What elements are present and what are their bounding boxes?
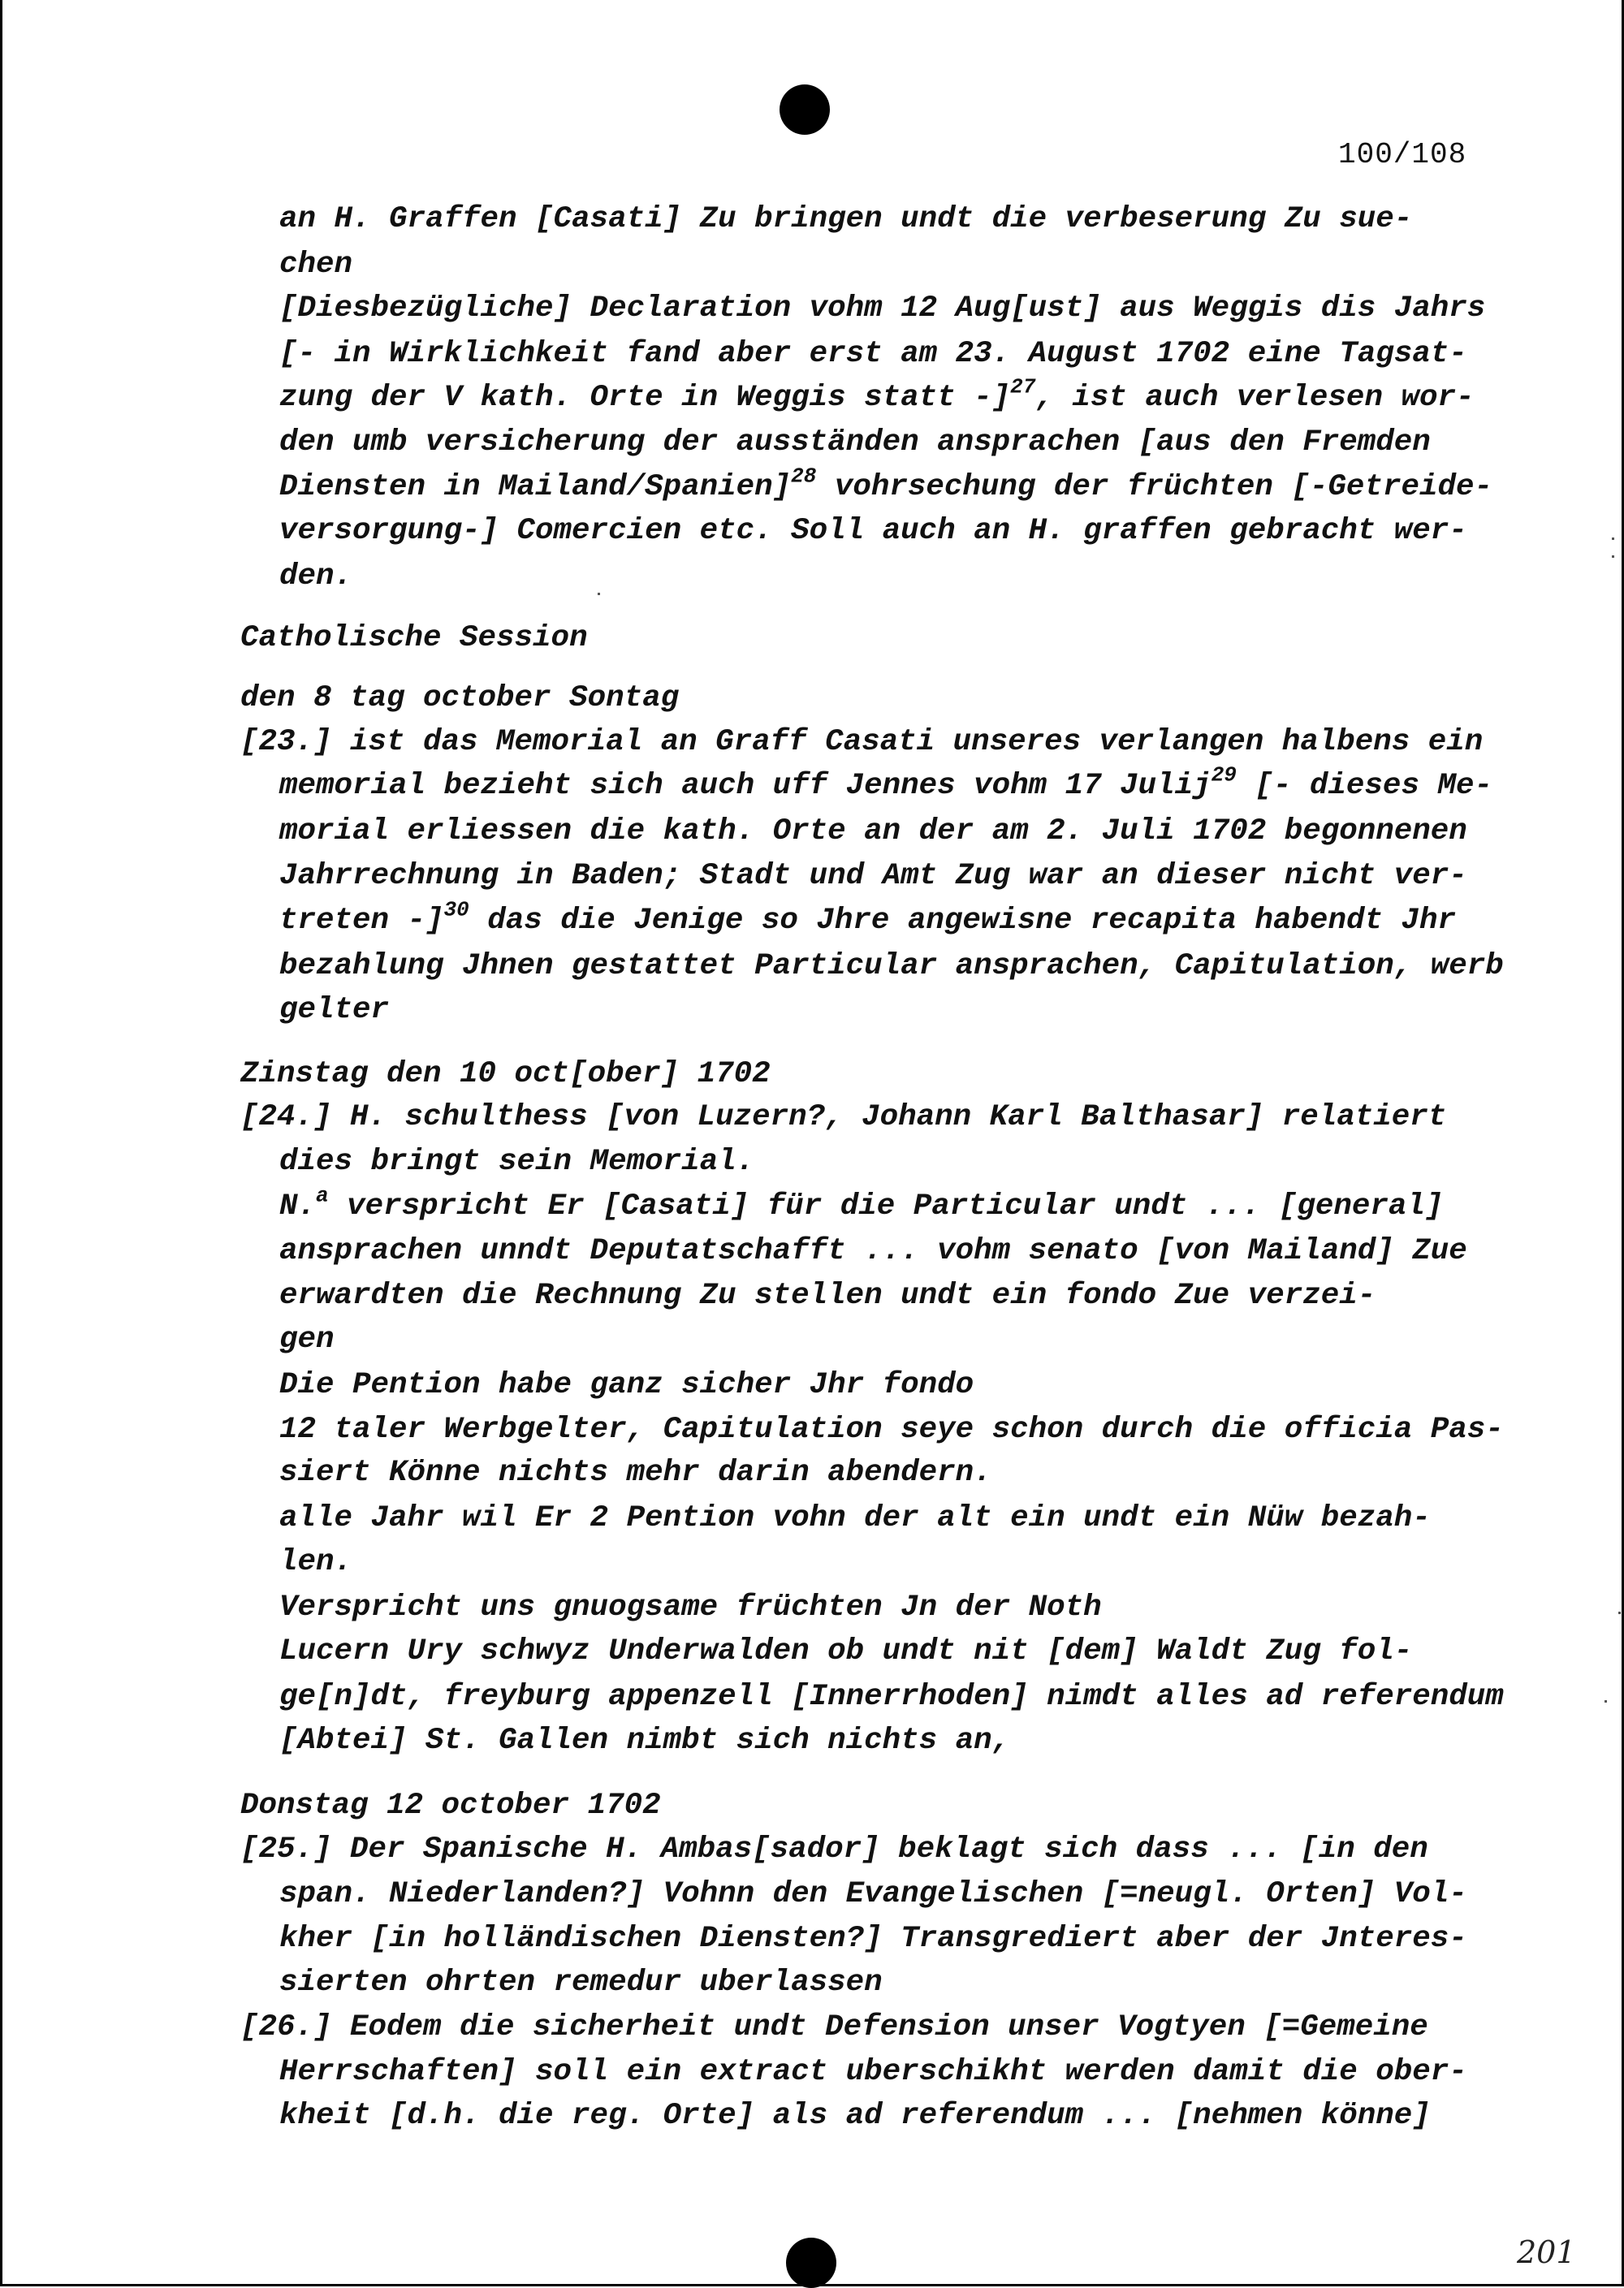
text-segment: siert Könne nichts mehr darin abendern. <box>279 1456 992 1490</box>
text-line <box>279 949 1504 983</box>
text-segment: kheit [d.h. die reg. Orte] als ad referendum ... [nehmen könne] <box>279 2099 1431 2133</box>
text-line <box>279 559 353 594</box>
text-segment: gen <box>279 1323 335 1357</box>
text-line <box>279 464 1492 504</box>
text-segment: sierten ohrten remedur uberlassen <box>279 1966 883 2000</box>
text-segment: 12 taler Werbgelter, Capitulation seye schon durch die officia Pas- <box>279 1413 1504 1447</box>
text-line <box>240 727 1483 758</box>
text-line <box>279 425 1431 460</box>
text-line <box>279 1147 754 1178</box>
text-segment: Catholische Session <box>240 621 588 655</box>
scan-speck <box>598 593 600 595</box>
text-line <box>279 1593 1102 1624</box>
text-line <box>279 897 1456 938</box>
text-segment: chen <box>279 248 353 282</box>
text-line <box>279 250 352 281</box>
text-segment: den. <box>279 559 353 594</box>
text-line <box>279 2057 1467 2088</box>
text-segment: [26.] Eodem die sicherheit undt Defension unser Vogtyen [=Gemeine <box>240 2010 1428 2044</box>
text-segment: alle Jahr wil Er 2 Pention vohn der alt ein undt ein Nüw bezah- <box>279 1501 1431 1535</box>
page-border-left <box>0 0 2 2286</box>
text-line <box>240 1057 771 1091</box>
scan-speck <box>1605 1700 1607 1703</box>
text-line <box>279 1968 883 1999</box>
text-line <box>279 339 1467 370</box>
text-segment: erwardten die Rechnung Zu stellen undt ein fondo Zue verzei- <box>279 1279 1376 1313</box>
text-line <box>279 861 1467 892</box>
text-segment: das die Jenige so Jhre angewisne recapita habendt Jhr <box>469 904 1456 938</box>
text-line <box>279 1325 335 1356</box>
text-line <box>240 681 680 715</box>
text-segment: zung der V kath. Orte in Weggis statt -] <box>279 381 1011 415</box>
text-segment: memorial bezieht sich auch uff Jennes vohm 17 Julij <box>279 769 1212 803</box>
text-line <box>279 1281 1376 1312</box>
text-segment: Herrschaften] soll ein extract uberschikht werden damit die ober- <box>279 2055 1467 2089</box>
text-segment: Zinstag den 10 oct[ober] 1702 <box>240 1057 771 1091</box>
text-line <box>279 1726 1010 1757</box>
text-line <box>279 1877 1467 1911</box>
text-segment: span. Niederlanden?] Vohnn den Evangelischen [=neugl. Orten] Vol- <box>279 1877 1467 1911</box>
text-line <box>240 621 588 655</box>
text-line <box>279 291 1486 326</box>
text-line <box>279 202 1413 236</box>
text-segment: gelter <box>279 993 390 1027</box>
text-line <box>279 1183 1444 1224</box>
text-line <box>279 1368 974 1402</box>
text-line <box>279 1458 992 1489</box>
text-segment: [- dieses Me- <box>1236 769 1492 803</box>
text-segment: Die Pention habe ganz sicher Jhr fondo <box>279 1368 974 1402</box>
text-segment: bezahlung Jhnen gestattet Particular ansprachen, Capitulation, werb <box>279 949 1504 983</box>
punch-hole-top <box>780 84 830 135</box>
text-segment: kher [in holländischen Diensten?] Transgrediert aber der Jnteres- <box>279 1922 1467 1956</box>
text-segment: [- in Wirklichkeit fand aber erst am 23. August 1702 eine Tagsat- <box>279 337 1467 371</box>
text-segment: Diensten in Mailand/Spanien] <box>279 470 792 504</box>
text-segment: verspricht Er [Casati] für die Particular undt ... [general] <box>328 1189 1444 1224</box>
text-segment: N. <box>279 1189 317 1224</box>
text-line <box>279 516 1467 547</box>
text-segment: treten -] <box>279 904 444 938</box>
text-line <box>279 814 1467 848</box>
text-segment: [25.] Der Spanische H. Ambas[sador] beklagt sich dass ... [in den <box>240 1833 1428 1867</box>
text-segment: vohrsechung der früchten [-Getreide- <box>816 470 1492 504</box>
text-segment: Donstag 12 october 1702 <box>240 1789 661 1823</box>
text-segment: [Diesbezügliche] Declaration vohm 12 Aug[ust] aus Weggis dis Jahrs <box>279 291 1486 326</box>
scan-speck <box>1612 537 1614 540</box>
footnote-marker: 28 <box>791 464 817 489</box>
text-segment: Jahrrechnung in Baden; Stadt und Amt Zug war an dieser nicht ver- <box>279 859 1467 893</box>
text-line <box>279 1924 1467 1955</box>
text-segment: ge[n]dt, freyburg appenzell [Innerrhoden] nimdt alles ad referendum <box>279 1680 1504 1714</box>
footnote-marker: a <box>316 1183 329 1208</box>
text-line <box>279 995 389 1026</box>
text-segment: dies bringt sein Memorial. <box>279 1145 755 1179</box>
text-segment: den umb versicherung der ausständen ansprachen [aus den Fremden <box>279 425 1431 460</box>
text-line <box>240 1791 661 1822</box>
text-segment: versorgung-] Comercien etc. Soll auch an H. graffen gebracht wer- <box>279 514 1467 548</box>
text-segment: an H. Graffen [Casati] Zu bringen undt die verbeserung Zu sue- <box>279 202 1413 236</box>
text-line <box>240 2010 1428 2044</box>
footnote-marker: 30 <box>443 897 469 922</box>
text-segment: Verspricht uns gnuogsame früchten Jn der Noth <box>279 1591 1102 1625</box>
footnote-marker: 29 <box>1211 762 1237 788</box>
page-number: 100/108 <box>1338 138 1467 171</box>
text-line <box>279 2101 1431 2132</box>
text-line <box>279 374 1475 415</box>
text-segment: [24.] H. schulthess [von Luzern?, Johann Karl Balthasar] relatiert <box>240 1100 1447 1134</box>
text-line <box>279 1415 1504 1446</box>
scan-speck <box>1612 555 1614 558</box>
text-line <box>279 1682 1504 1713</box>
punch-hole-bottom <box>786 2238 836 2288</box>
text-line <box>240 1100 1447 1134</box>
text-line <box>279 1234 1467 1268</box>
text-segment: , ist auch verlesen wor- <box>1035 381 1475 415</box>
text-line <box>279 1545 353 1579</box>
scan-speck <box>1618 1612 1621 1614</box>
handwritten-page-note: 201 <box>1517 2234 1576 2270</box>
text-segment: ansprachen unndt Deputatschafft ... vohm senato [von Mailand] Zue <box>279 1234 1467 1268</box>
text-segment: den 8 tag october Sontag <box>240 681 680 715</box>
text-segment: [Abtei] St. Gallen nimbt sich nichts an, <box>279 1724 1011 1758</box>
footnote-marker: 27 <box>1010 374 1036 399</box>
text-line <box>279 1634 1413 1669</box>
text-segment: morial erliessen die kath. Orte an der am 2. Juli 1702 begonnenen <box>279 814 1467 848</box>
text-segment: Lucern Ury schwyz Underwalden ob undt nit [dem] Waldt Zug fol- <box>279 1634 1413 1669</box>
text-line <box>279 1501 1431 1535</box>
text-segment: len. <box>279 1545 353 1579</box>
text-line <box>240 1835 1428 1866</box>
text-line <box>279 762 1492 803</box>
text-segment: [23.] ist das Memorial an Graff Casati unseres verlangen halbens ein <box>240 725 1484 759</box>
